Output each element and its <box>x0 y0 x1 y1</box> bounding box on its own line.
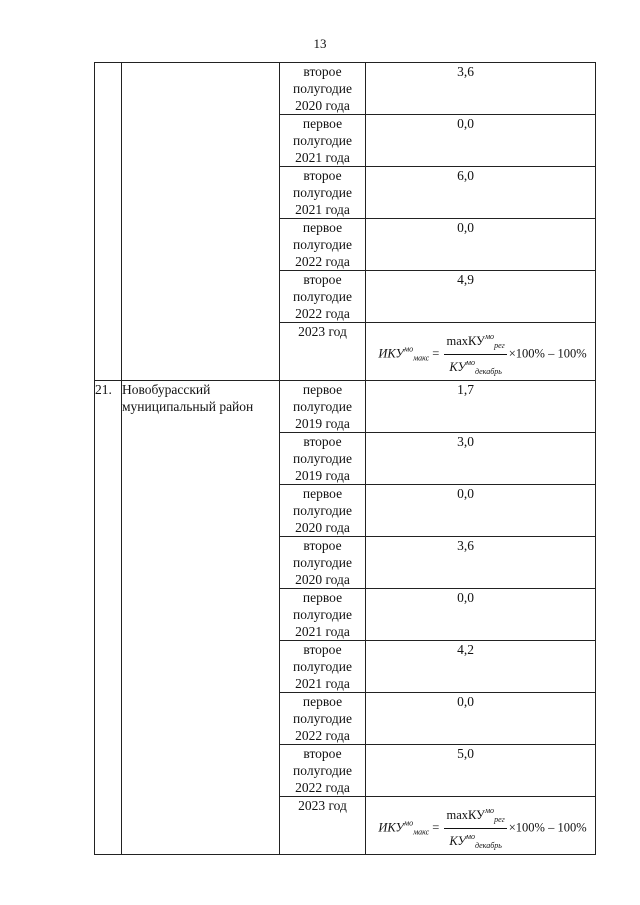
value-text: 3,0 <box>457 434 474 449</box>
formula-fraction <box>444 803 506 854</box>
table-row <box>95 63 596 115</box>
formula-denominator-text: КУ <box>449 834 466 848</box>
formula-lhs-sub: макс <box>413 353 430 363</box>
value-cell <box>366 797 596 855</box>
period-cell: второе полугодие 2020 года <box>280 537 366 589</box>
row-number-cell <box>95 63 122 381</box>
formula-denominator-text: КУ <box>449 360 466 374</box>
value-cell <box>366 485 596 537</box>
formula <box>366 323 595 380</box>
period-cell: 2023 год <box>280 323 366 381</box>
formula-fraction <box>444 329 506 380</box>
value-text: 3,6 <box>457 538 474 553</box>
formula-numerator-sup: мо <box>484 806 495 815</box>
formula-tail: ×100% – 100% <box>508 346 587 361</box>
value-text: 3,6 <box>457 64 474 79</box>
value-text: 6,0 <box>457 168 474 183</box>
value-cell <box>366 381 596 433</box>
formula-tail: ×100% – 100% <box>508 820 587 835</box>
formula-lhs-sup: мо <box>403 344 414 354</box>
period-cell: первое полугодие 2021 года <box>280 589 366 641</box>
formula-eq: = <box>432 346 440 361</box>
value-text: 1,7 <box>457 382 474 397</box>
indicator-table-body <box>95 63 596 855</box>
period-cell: первое полугодие 2020 года <box>280 485 366 537</box>
value-cell <box>366 433 596 485</box>
value-cell <box>366 115 596 167</box>
value-text: 0,0 <box>457 486 474 501</box>
period-cell: 2023 год <box>280 797 366 855</box>
formula-lhs-sub: макс <box>413 827 430 837</box>
value-text: 0,0 <box>457 220 474 235</box>
formula-numerator <box>444 329 506 355</box>
value-cell <box>366 693 596 745</box>
formula-numerator-sub: рег <box>494 341 505 350</box>
page-number: 13 <box>313 36 327 51</box>
formula-numerator-sub: рег <box>494 815 505 824</box>
period-cell: второе полугодие 2022 года <box>280 745 366 797</box>
formula-denominator <box>444 355 506 380</box>
formula-denominator-sup: мо <box>465 832 475 841</box>
period-cell: второе полугодие 2021 года <box>280 641 366 693</box>
value-cell <box>366 63 596 115</box>
value-text: 4,9 <box>457 272 474 287</box>
value-text: 0,0 <box>457 116 474 131</box>
formula-denominator-sup: мо <box>465 358 475 367</box>
period-cell: второе полугодие 2020 года <box>280 63 366 115</box>
row-number-cell: 21. <box>95 381 122 855</box>
value-cell <box>366 641 596 693</box>
period-cell: первое полугодие 2022 года <box>280 219 366 271</box>
formula <box>366 797 595 854</box>
indicator-table <box>94 62 596 855</box>
value-text: 4,2 <box>457 642 474 657</box>
formula-denominator <box>444 829 506 854</box>
district-name-cell: Новобурасский муниципальный район <box>122 381 280 855</box>
value-cell <box>366 167 596 219</box>
formula-denominator-sub: декабрь <box>474 841 502 850</box>
formula-denominator-sub: декабрь <box>474 367 502 376</box>
value-cell <box>366 745 596 797</box>
formula-lhs: ИКУ <box>378 346 404 361</box>
value-text: 0,0 <box>457 590 474 605</box>
formula-numerator-sup: мо <box>484 332 495 341</box>
value-cell <box>366 219 596 271</box>
formula-numerator <box>444 803 506 829</box>
period-cell: второе полугодие 2021 года <box>280 167 366 219</box>
formula-numerator-text: maxКУ <box>446 334 485 348</box>
value-text: 0,0 <box>457 694 474 709</box>
value-cell <box>366 589 596 641</box>
table-row <box>95 381 596 433</box>
value-text: 5,0 <box>457 746 474 761</box>
period-cell: первое полугодие 2022 года <box>280 693 366 745</box>
period-cell: второе полугодие 2019 года <box>280 433 366 485</box>
value-cell <box>366 271 596 323</box>
value-cell <box>366 537 596 589</box>
formula-eq: = <box>432 820 440 835</box>
period-cell: второе полугодие 2022 года <box>280 271 366 323</box>
formula-lhs-sup: мо <box>403 818 414 828</box>
district-name-cell <box>122 63 280 381</box>
formula-numerator-text: maxКУ <box>446 808 485 822</box>
period-cell: первое полугодие 2019 года <box>280 381 366 433</box>
value-cell <box>366 323 596 381</box>
period-cell: первое полугодие 2021 года <box>280 115 366 167</box>
formula-lhs: ИКУ <box>378 820 404 835</box>
